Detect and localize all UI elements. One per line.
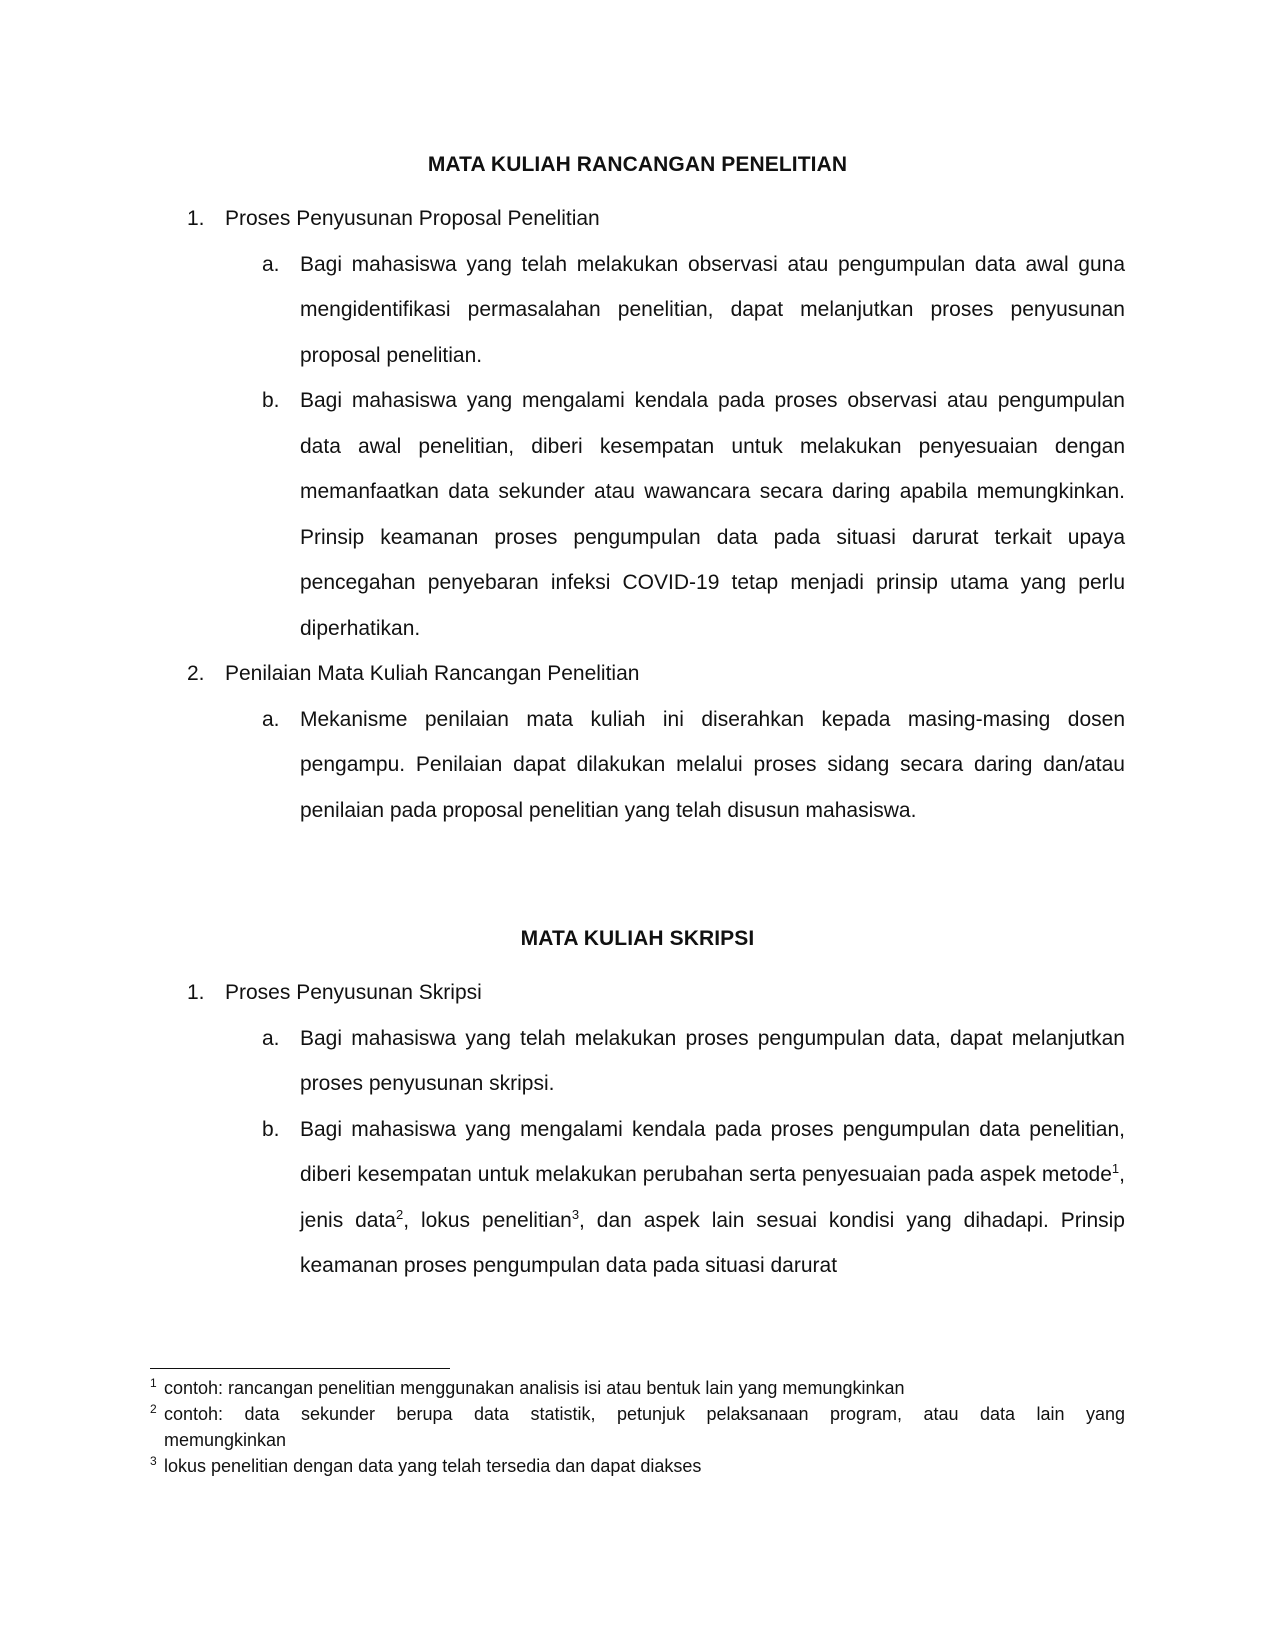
numbered-item-penilaian-mata-kuliah	[150, 651, 1125, 833]
footnote-mark: 3	[150, 1454, 157, 1468]
item-title: Penilaian Mata Kuliah Rancangan Penelitian	[225, 662, 640, 685]
numbered-item-proses-penyusunan-proposal	[150, 196, 1125, 651]
sub-item	[225, 697, 1125, 834]
section-rancangan-penelitian	[150, 196, 1125, 833]
footnote-mark: 1	[150, 1376, 157, 1390]
footnote-text: contoh: rancangan penelitian menggunakan analisis isi atau bentuk lain yang memungkinkan	[164, 1378, 905, 1398]
sub-item	[225, 242, 1125, 379]
sub-item	[225, 1107, 1125, 1289]
footnote-reference: 1	[1111, 1161, 1120, 1176]
footnote-2	[150, 1401, 1125, 1453]
text-fragment: , lokus penelitian	[403, 1208, 572, 1232]
footnote-text: contoh: data sekunder berupa data statistik, petunjuk pelaksanaan program, atau data lain yang	[164, 1404, 1125, 1424]
footnote-text: lokus penelitian dengan data yang telah tersedia dan dapat diakses	[164, 1456, 702, 1476]
sub-item-letter: a.	[262, 707, 280, 731]
sub-list	[225, 697, 1125, 834]
footnote-separator	[150, 1368, 450, 1369]
section-skripsi	[150, 970, 1125, 1289]
sub-item-letter: a.	[262, 252, 280, 276]
sub-item-text: Bagi mahasiswa yang telah melakukan proses pengumpulan data, dapat melanjutkan proses penyusunan skripsi.	[300, 1026, 1125, 1095]
text-fragment: , jenis data	[300, 1163, 1125, 1232]
sub-list	[225, 1016, 1125, 1289]
item-number: 1.	[187, 981, 205, 1004]
sub-item-letter: b.	[262, 389, 280, 412]
footnotes	[150, 1375, 1125, 1479]
sub-item-letter: b.	[262, 1117, 280, 1141]
item-title: Proses Penyusunan Skripsi	[225, 981, 482, 1004]
text-fragment: , dan aspek lain sesuai kondisi yang dihadapi. Prinsip keamanan proses pengumpulan data pada situasi darurat	[300, 1208, 1125, 1277]
footnote-1	[150, 1375, 1125, 1401]
sub-item	[225, 1016, 1125, 1107]
sub-item-letter: a.	[262, 1026, 280, 1050]
sub-list	[225, 242, 1125, 652]
text-fragment: Bagi mahasiswa yang mengalami kendala pada proses pengumpulan data penelitian, diberi kesempatan untuk melakukan perubahan serta penyesuaian pada aspek metode	[300, 1117, 1125, 1186]
section-heading-skripsi: MATA KULIAH SKRIPSI	[520, 927, 755, 950]
sub-item-text: Mekanisme penilaian mata kuliah ini diserahkan kepada masing-masing dosen pengampu. Penilaian dapat dilakukan melalui proses sidang secara daring dan/atau penilaian pada proposal penelitian yang telah disusun mahasiswa.	[300, 707, 1125, 822]
sub-item	[225, 378, 1125, 651]
section-heading-rancangan-penelitian: MATA KULIAH RANCANGAN PENELITIAN	[427, 153, 848, 176]
item-number: 1.	[187, 207, 205, 230]
numbered-item-proses-penyusunan-skripsi	[150, 970, 1125, 1289]
footnote-3	[150, 1453, 1125, 1479]
footnote-reference: 2	[395, 1206, 404, 1222]
sub-item-text: Bagi mahasiswa yang telah melakukan observasi atau pengumpulan data awal guna mengidentifikasi permasalahan penelitian, dapat melanjutkan proses penyusunan proposal penelitian.	[300, 252, 1125, 367]
sub-item-text	[300, 1118, 1125, 1278]
item-number: 2.	[187, 662, 205, 685]
footnote-text-continuation: memungkinkan	[164, 1430, 287, 1450]
footnote-mark: 2	[150, 1402, 157, 1416]
footnote-reference: 3	[571, 1206, 580, 1222]
sub-item-text: Bagi mahasiswa yang mengalami kendala pada proses observasi atau pengumpulan data awal penelitian, diberi kesempatan untuk melakukan penyesuaian dengan memanfaatkan data sekunder atau wawancara secara daring apabila memungkinkan. Prinsip keamanan proses pengumpulan data pada situasi darurat terkait upaya pencegahan penyebaran infeksi COVID-19 tetap menjadi prinsip utama yang perlu diperhatikan.	[300, 389, 1125, 640]
item-title: Proses Penyusunan Proposal Penelitian	[225, 207, 600, 230]
